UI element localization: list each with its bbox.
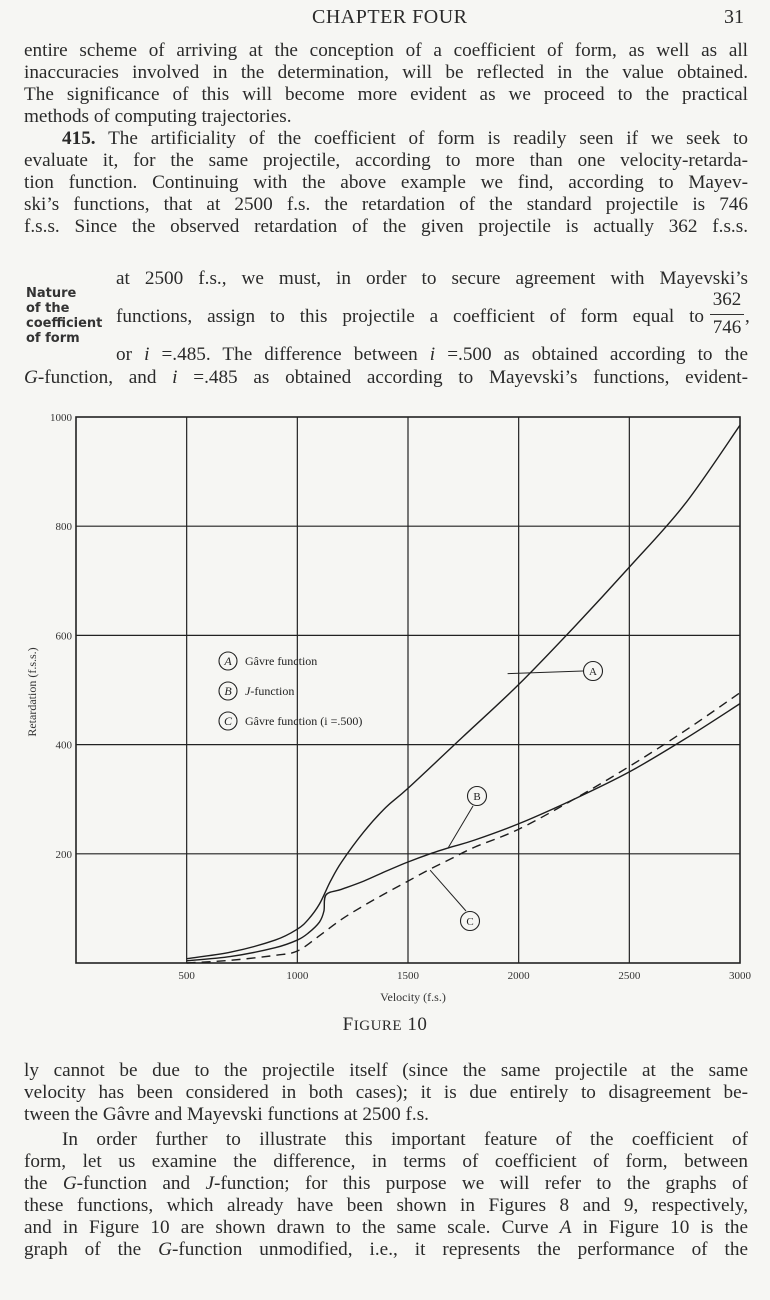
y-axis-label: Retardation (f.s.s.) [25,647,39,737]
page-number: 31 [724,6,744,28]
text-line: tween the Gâvre and Mayevski functions at 2500 f.s. [24,1104,429,1126]
text-line: methods of computing trajectories. [24,106,292,128]
text-segment: =.485 as obtained according to Mayevski’s functions, evident- [177,367,748,388]
legend-label-italic: J [245,684,251,698]
x-tick-label: 1500 [397,970,419,982]
italic-var: G [158,1239,172,1261]
legend-key-A: A [224,654,232,668]
figure-10-chart [0,400,770,1010]
italic-var: J [205,1173,214,1195]
margin-note-line: of the [26,301,70,316]
caption-initial: F [342,1014,354,1035]
text-segment: =.485. The difference between [149,344,430,365]
legend-label-text: Gâvre function (i =.500) [245,714,363,728]
text-line: entire scheme of arriving at the conception of a coefficient of form, as well as all [24,40,748,61]
italic-var: A [559,1217,572,1239]
legend-label-text: -function [250,684,295,698]
legend [219,652,362,730]
text-segment: the [24,1173,63,1195]
fraction-comma: , [745,306,750,327]
italic-var: i [429,344,436,365]
text-segment: graph of the [24,1239,159,1261]
legend-label-B [245,684,294,698]
y-tick-label: 400 [55,739,72,752]
text-line: The significance of this will become more evident as we proceed to the practical [24,84,748,106]
text-line [24,1239,748,1261]
fraction-denominator: 746 [712,317,742,338]
legend-label-C [245,714,362,728]
paragraph-1 [24,40,748,128]
leader-line-C [430,870,466,911]
text-segment: -function; for this purpose we will refer to the graphs of [213,1173,748,1195]
annotation-label-A: A [589,666,597,678]
legend-label-text: Gâvre function [245,654,318,668]
paragraph-415-indented [116,268,748,290]
tick-labels [50,412,752,982]
y-tick-label: 600 [55,630,72,643]
text-segment: The artificiality of the coefficient of form is readily seen if we seek to [95,128,748,149]
text-segment: or [116,344,145,365]
paragraph-415-line-i [116,344,748,366]
annotation-label-B: B [473,791,481,803]
italic-var: G [62,1173,77,1195]
text-line [24,1173,748,1195]
figure-caption [0,1014,770,1036]
paragraph-4 [24,1129,748,1262]
y-tick-label: 200 [55,848,72,861]
margin-note-line: Nature [26,286,77,301]
fraction-bar [710,314,744,315]
x-axis-label: Velocity (f.s.) [380,990,446,1004]
legend-label-A [245,654,317,668]
text-segment: -function and [76,1173,206,1195]
margin-note [26,286,116,346]
text-segment: -function, and [37,367,173,388]
legend-key-B: B [224,684,232,698]
x-tick-label: 500 [178,970,195,982]
x-tick-label: 2000 [507,970,530,982]
paragraph-415-fraction-line [116,306,704,328]
text-line: inaccuracies involved in the determination, will be reflected in the value obtained. [24,62,748,84]
text-segment: -function unmodified, i.e., it represents the performance of the [171,1239,748,1261]
text-segment: =.500 as obtained according to the [435,344,749,365]
text-line [116,344,748,366]
text-segment: in Figure 10 is the [571,1217,749,1239]
text-line: form, let us examine the difference, in terms of coefficient of form, between [24,1151,748,1173]
margin-note-line: coefficient [26,316,103,331]
text-line: In order further to illustrate this important feature of the coefficient of [62,1129,748,1150]
text-line: these functions, which already have been shown in Figures 8 and 9, respectively, [24,1195,748,1217]
x-tick-label: 3000 [729,970,751,982]
y-tick-label: 1000 [50,412,72,424]
text-line [24,128,748,150]
curve-annotations [430,662,602,931]
running-header [0,4,770,30]
italic-var: G [24,367,38,388]
chapter-title: CHAPTER FOUR [312,6,468,28]
italic-var: i [144,344,150,365]
paragraph-415 [24,128,748,238]
x-tick-label: 1000 [286,970,309,982]
text-line: ly cannot be due to the projectile itself (since the same projectile at the same [24,1060,748,1081]
caption-number: 10 [402,1014,428,1035]
italic-var: i [172,367,178,388]
fraction-numerator: 362 [712,289,742,310]
x-tick-label: 2500 [618,970,641,982]
caption-smallcaps: IGURE [353,1018,403,1034]
paragraph-3 [24,1060,748,1126]
text-line: velocity has been considered in both cases); it is due entirely to disagreement be- [24,1082,748,1104]
text-line [24,367,748,389]
text-segment: and in Figure 10 are shown drawn to the same scale. Curve [24,1217,560,1239]
paragraph-415-line-g [24,367,748,389]
text-line [24,1217,748,1239]
text-line: evaluate it, for the same projectile, according to more than one velocity-retarda- [24,150,748,172]
section-number: 415. [62,128,96,149]
y-tick-label: 800 [55,521,72,534]
text-line: at 2500 f.s., we must, in order to secure agreement with Mayevski’s [116,268,748,289]
text-line: functions, assign to this projectile a coefficient of form equal to [116,306,704,327]
annotation-label-C: C [466,916,474,928]
text-line: tion function. Continuing with the above example we find, according to Mayev- [24,172,748,194]
margin-note-line: of form [26,331,80,346]
legend-key-C: C [223,714,233,728]
fraction [710,290,744,338]
text-line: f.s.s. Since the observed retardation of the given projectile is actually 362 f.s.s. [24,216,748,238]
text-line: ski’s functions, that at 2500 f.s. the retardation of the standard projectile is 746 [24,194,748,216]
